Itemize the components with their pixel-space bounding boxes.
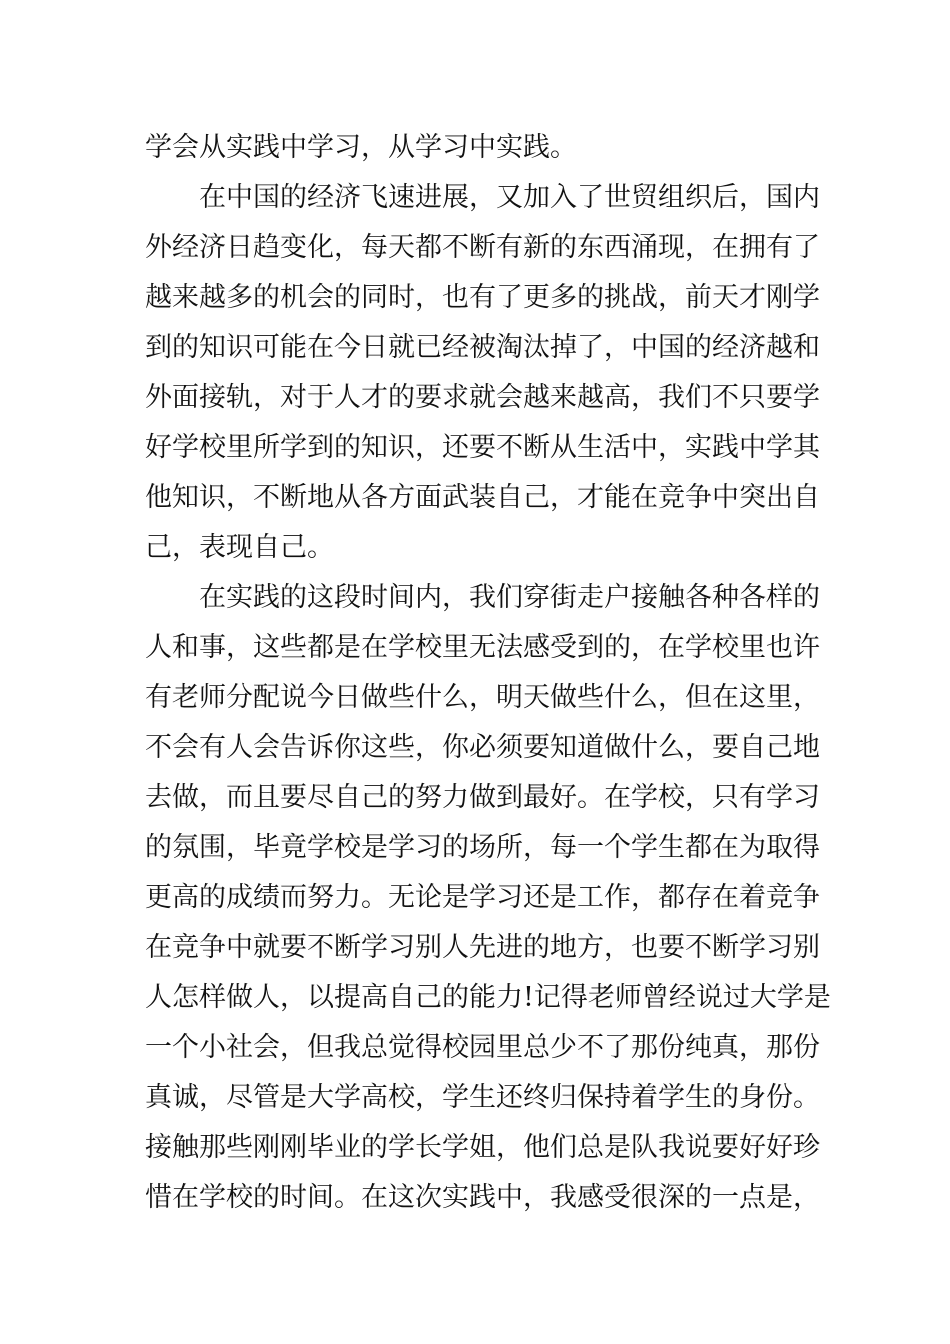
text-line: 外经济日趋变化，每天都不断有新的东西涌现，在拥有了 bbox=[145, 232, 820, 263]
paragraph-first-line: 在中国的经济飞速进展，又加入了世贸组织后，国内 bbox=[199, 182, 820, 213]
text-line: 学会从实践中学习，从学习中实践。 bbox=[145, 132, 577, 163]
text-line: 人和事，这些都是在学校里无法感受到的，在学校里也许 bbox=[145, 632, 820, 663]
text-line: 真诚，尽管是大学高校，学生还终归保持着学生的身份。 bbox=[145, 1082, 820, 1113]
text-line: 去做，而且要尽自己的努力做到最好。在学校，只有学习 bbox=[145, 782, 820, 813]
text-line: 更高的成绩而努力。无论是学习还是工作，都存在着竞争 bbox=[145, 882, 820, 913]
text-line: 惜在学校的时间。在这次实践中，我感受很深的一点是， bbox=[145, 1182, 820, 1213]
body-text bbox=[145, 123, 831, 1223]
text-line: 到的知识可能在今日就已经被淘汰掉了，中国的经济越和 bbox=[145, 332, 820, 363]
text-line: 有老师分配说今日做些什么，明天做些什么，但在这里， bbox=[145, 682, 820, 713]
text-line: 接触那些刚刚毕业的学长学姐，他们总是队我说要好好珍 bbox=[145, 1132, 820, 1163]
text-line: 的氛围，毕竟学校是学习的场所，每一个学生都在为取得 bbox=[145, 832, 820, 863]
text-line: 一个小社会，但我总觉得校园里总少不了那份纯真，那份 bbox=[145, 1032, 820, 1063]
text-line: 在竞争中就要不断学习别人先进的地方，也要不断学习别 bbox=[145, 932, 820, 963]
text-line: 不会有人会告诉你这些，你必须要知道做什么，要自己地 bbox=[145, 732, 820, 763]
text-line: 他知识，不断地从各方面武装自己，才能在竞争中突出自 bbox=[145, 482, 820, 513]
text-line: 人怎样做人，以提高自己的能力!记得老师曾经说过大学是 bbox=[145, 982, 831, 1013]
text-line: 外面接轨，对于人才的要求就会越来越高，我们不只要学 bbox=[145, 382, 820, 413]
text-line: 好学校里所学到的知识，还要不断从生活中，实践中学其 bbox=[145, 432, 820, 463]
text-line: 己，表现自己。 bbox=[145, 532, 334, 563]
paragraph-first-line: 在实践的这段时间内，我们穿街走户接触各种各样的 bbox=[199, 582, 820, 613]
text-line: 越来越多的机会的同时，也有了更多的挑战，前天才刚学 bbox=[145, 282, 820, 313]
